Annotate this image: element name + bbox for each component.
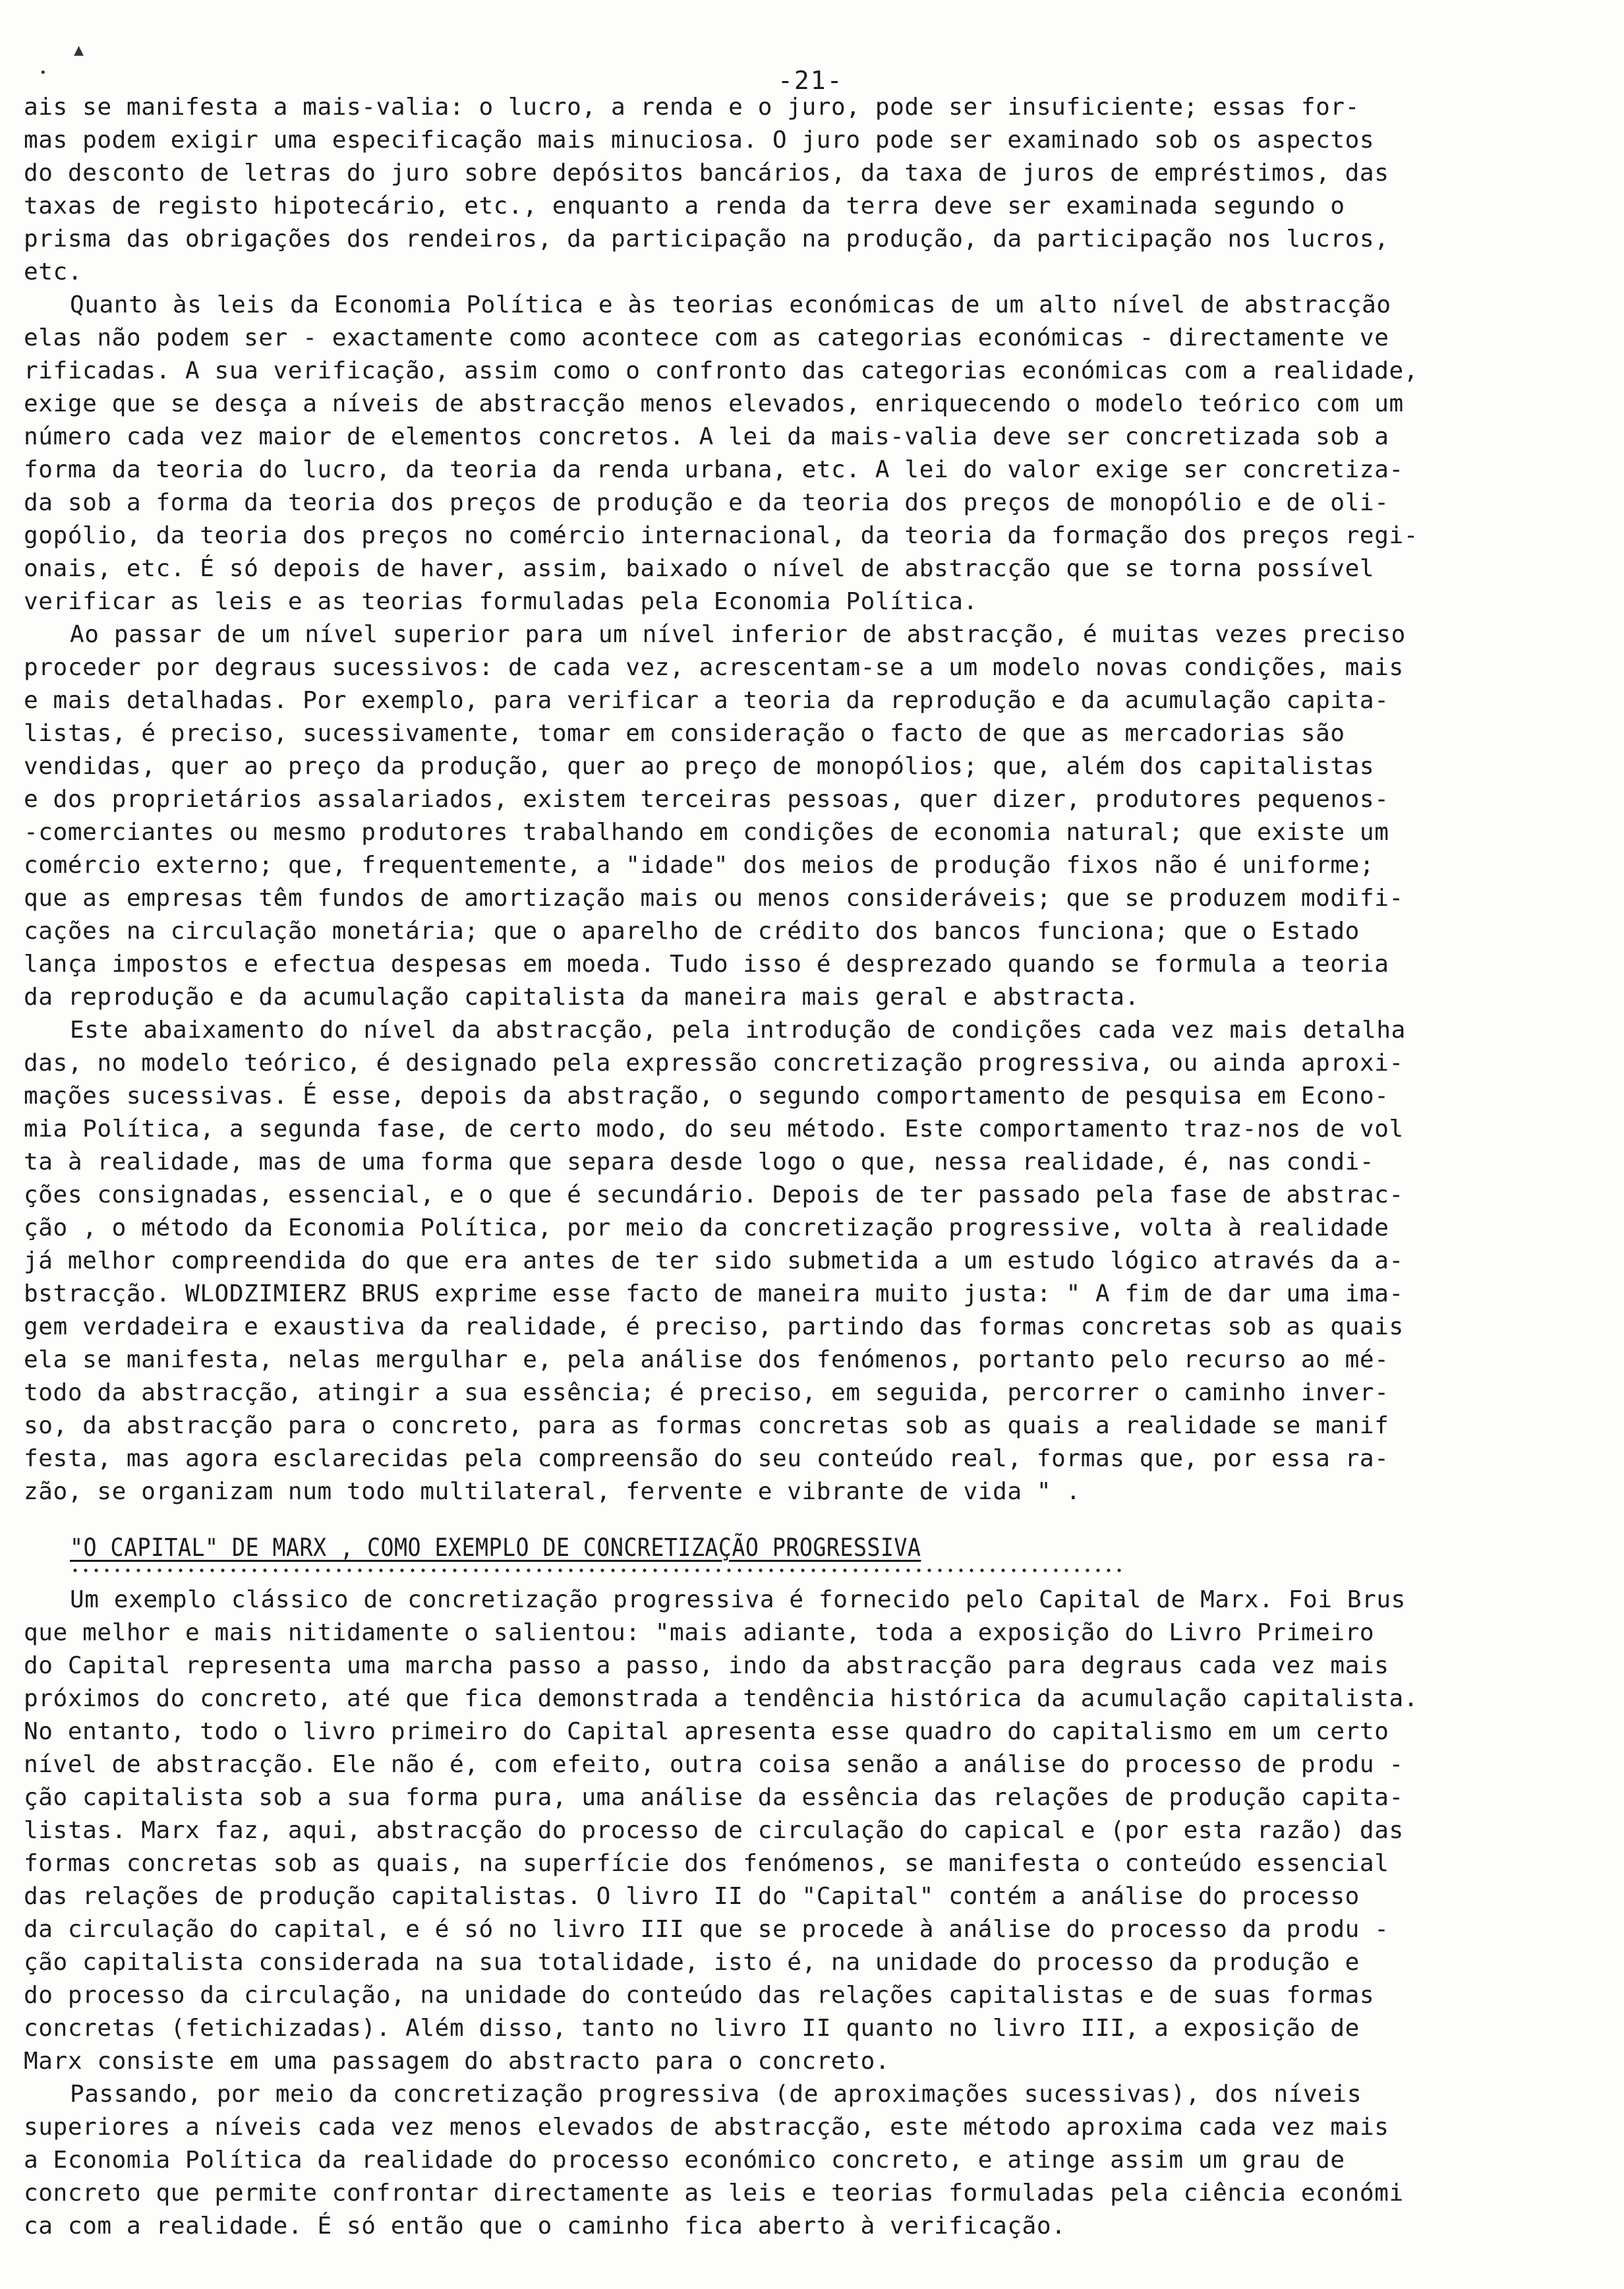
section-heading: "O CAPITAL" DE MARX , COMO EXEMPLO DE CONCRETIZAÇÃO PROGRESSIVA (70, 1533, 921, 1562)
text-line: ção , o método da Economia Política, por meio da concretização progressive, volta à realidade (24, 1214, 1389, 1241)
text-line: proceder por degraus sucessivos: de cada vez, acrescentam-se a um modelo novas condições, mais (24, 654, 1404, 681)
text-line: Este abaixamento do nível da abstracção, pela introdução de condições cada vez mais detalha (70, 1017, 1406, 1044)
text-line: No entanto, todo o livro primeiro do Capital apresenta esse quadro do capitalismo em um certo (24, 1718, 1389, 1745)
text-line: verificar as leis e as teorias formuladas pela Economia Política. (24, 588, 978, 615)
text-line: ela se manifesta, nelas mergulhar e, pela análise dos fenómenos, portanto pelo recurso ao mé- (24, 1346, 1389, 1373)
text-line: vendidas, quer ao preço da produção, quer ao preço de monopólios; que, além dos capitalistas (24, 753, 1375, 780)
text-line: das, no modelo teórico, é designado pela expressão concretização progressiva, ou ainda aproxi- (24, 1050, 1404, 1077)
text-line: concretas (fetichizadas). Além disso, tanto no livro II quanto no livro III, a exposição de (24, 2015, 1360, 2042)
text-line: gem verdadeira e exaustiva da realidade, é preciso, partindo das formas concretas sob as quais (24, 1313, 1404, 1340)
text-line: listas, é preciso, sucessivamente, tomar em consideração o facto de que as mercadorias são (24, 720, 1345, 747)
text-line: listas. Marx faz, aqui, abstracção do processo de circulação do capical e (por esta razão) das (24, 1817, 1404, 1844)
text-line: exige que se desça a níveis de abstracção menos elevados, enriquecendo o modelo teórico com um (24, 390, 1404, 417)
text-line: onais, etc. É só depois de haver, assim, baixado o nível de abstracção que se torna possível (24, 555, 1375, 582)
body-text (24, 91, 1579, 2243)
text-line: forma da teoria do lucro, da teoria da renda urbana, etc. A lei do valor exige ser concretiza- (24, 456, 1404, 483)
text-line: ca com a realidade. É só então que o caminho fica aberto à verificação. (24, 2213, 1066, 2240)
text-line: e mais detalhadas. Por exemplo, para verificar a teoria da reprodução e da acumulação capita- (24, 687, 1389, 714)
section-heading-block (24, 1531, 1579, 1574)
text-line: do desconto de letras do juro sobre depósitos bancários, da taxa de juros de empréstimos, das (24, 160, 1389, 187)
text-line: próximos do concreto, até que fica demonstrada a tendência histórica da acumulação capitalista. (24, 1685, 1419, 1712)
text-line: das relações de produção capitalistas. O livro II do "Capital" contém a análise do processo (24, 1883, 1360, 1910)
text-line: todo da abstracção, atingir a sua essência; é preciso, em seguida, percorrer o caminho inver- (24, 1379, 1389, 1406)
text-line: festa, mas agora esclarecidas pela compreensão do seu conteúdo real, formas que, por essa ra- (24, 1445, 1389, 1472)
scan-mark: • (40, 66, 47, 80)
text-line: da circulação do capital, e é só no livro III que se procede à análise do processo da produ - (24, 1916, 1389, 1943)
text-line: da sob a forma da teoria dos preços de produção e da teoria dos preços de monopólio e de oli- (24, 489, 1389, 516)
text-line: superiores a níveis cada vez menos elevados de abstracção, este método aproxima cada vez mais (24, 2114, 1389, 2141)
text-line: do Capital representa uma marcha passo a passo, indo da abstracção para degraus cada vez mais (24, 1652, 1389, 1679)
heading-dotted-rule (70, 1566, 1124, 1574)
text-line: formas concretas sob as quais, na superfície dos fenómenos, se manifesta o conteúdo essencial (24, 1850, 1389, 1877)
text-line: ções consignadas, essencial, e o que é secundário. Depois de ter passado pela fase de abstrac- (24, 1181, 1404, 1208)
text-line: que melhor e mais nitidamente o salientou: "mais adiante, toda a exposição do Livro Primeiro (24, 1619, 1375, 1646)
text-line: taxas de registo hipotecário, etc., enquanto a renda da terra deve ser examinada segundo o (24, 193, 1345, 220)
text-line: mia Política, a segunda fase, de certo modo, do seu método. Este comportamento traz-nos de vol (24, 1115, 1404, 1143)
text-line: ção capitalista sob a sua forma pura, uma análise da essência das relações de produção capita- (24, 1784, 1404, 1811)
text-line: Passando, por meio da concretização progressiva (de aproximações sucessivas), dos níveis (70, 2081, 1362, 2108)
text-line: ta à realidade, mas de uma forma que separa desde logo o que, nessa realidade, é, nas condi- (24, 1148, 1375, 1175)
paragraph (24, 91, 1579, 289)
text-line: cações na circulação monetária; que o aparelho de crédito dos bancos funciona; que o Estado (24, 918, 1360, 945)
text-line: Marx consiste em uma passagem do abstracto para o concreto. (24, 2048, 890, 2075)
text-line: mas podem exigir uma especificação mais minuciosa. O juro pode ser examinado sob os aspectos (24, 127, 1375, 154)
text-line: zão, se organizam num todo multilateral, fervente e vibrante de vida " . (24, 1478, 1081, 1505)
paragraph (24, 1014, 1579, 1508)
text-line: a Economia Política da realidade do processo económico concreto, e atinge assim um grau de (24, 2147, 1345, 2174)
text-line: elas não podem ser - exactamente como acontece com as categorias económicas - directamente ve (24, 324, 1389, 351)
page-number: -21- (778, 66, 844, 95)
text-line: já melhor compreendida do que era antes de ter sido submetida a um estudo lógico através da a- (24, 1247, 1404, 1274)
paragraph (24, 618, 1579, 1014)
text-line: ais se manifesta a mais-valia: o lucro, a renda e o juro, pode ser insuficiente; essas for- (24, 94, 1360, 121)
text-line: número cada vez maior de elementos concretos. A lei da mais-valia deve ser concretizada sob a (24, 423, 1389, 450)
text-line: mações sucessivas. É esse, depois da abstração, o segundo comportamento de pesquisa em Econo- (24, 1083, 1389, 1110)
text-line: e dos proprietários assalariados, existem terceiras pessoas, quer dizer, produtores pequenos- (24, 786, 1389, 813)
scan-mark: ▴ (74, 38, 84, 61)
paragraph (24, 2078, 1579, 2243)
text-line: ção capitalista considerada na sua totalidade, isto é, na unidade do processo da produção e (24, 1949, 1360, 1976)
text-line: etc. (24, 258, 83, 285)
text-line: prisma das obrigações dos rendeiros, da participação na produção, da participação nos lucros, (24, 225, 1389, 253)
text-line: Quanto às leis da Economia Política e às teorias económicas de um alto nível de abstracção (70, 291, 1391, 318)
text-line: do processo da circulação, na unidade do conteúdo das relações capitalistas e de suas formas (24, 1982, 1375, 2009)
text-line: da reprodução e da acumulação capitalista da maneira mais geral e abstracta. (24, 984, 1140, 1011)
text-line: rificadas. A sua verificação, assim como o confronto das categorias económicas com a realidade, (24, 357, 1419, 384)
text-line: so, da abstracção para o concreto, para as formas concretas sob as quais a realidade se manif (24, 1412, 1389, 1439)
text-line: bstracção. WLODZIMIERZ BRUS exprime esse facto de maneira muito justa: " A fim de dar uma ima- (24, 1280, 1404, 1307)
text-line: Um exemplo clássico de concretização progressiva é fornecido pelo Capital de Marx. Foi Brus (70, 1586, 1406, 1613)
text-line: Ao passar de um nível superior para um nível inferior de abstracção, é muitas vezes preciso (70, 621, 1406, 648)
text-line: concreto que permite confrontar directamente as leis e teorias formuladas pela ciência económi (24, 2180, 1404, 2207)
text-line: -comerciantes ou mesmo produtores trabalhando em condições de economia natural; que existe um (24, 819, 1389, 846)
text-line: que as empresas têm fundos de amortização mais ou menos consideráveis; que se produzem modifi- (24, 885, 1404, 912)
text-line: gopólio, da teoria dos preços no comércio internacional, da teoria da formação dos preços regi- (24, 522, 1419, 549)
paragraph (24, 1584, 1579, 2078)
text-line: comércio externo; que, frequentemente, a "idade" dos meios de produção fixos não é uniforme; (24, 852, 1375, 879)
paragraph (24, 289, 1579, 618)
text-line: lança impostos e efectua despesas em moeda. Tudo isso é desprezado quando se formula a teoria (24, 951, 1389, 978)
text-line: nível de abstracção. Ele não é, com efeito, outra coisa senão a análise do processo de produ - (24, 1751, 1404, 1778)
